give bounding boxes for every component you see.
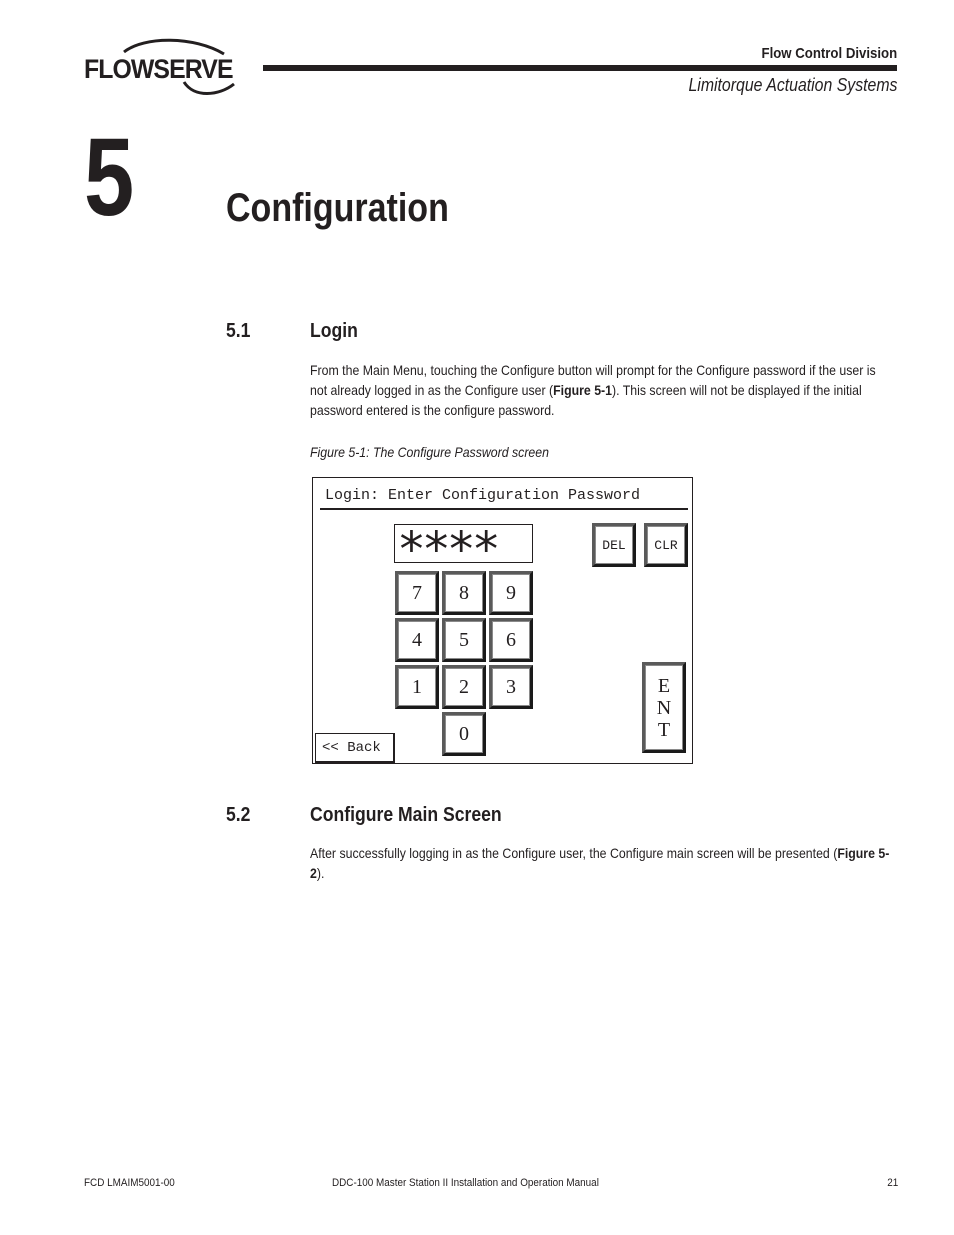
header-rule bbox=[263, 65, 897, 71]
screen-divider bbox=[320, 508, 688, 510]
section-paragraph: From the Main Menu, touching the Configure button will prompt for the Configure password if the user is not already logged in as the Configure user (Figure 5-1). This screen will not be displayed if the initial password entered is the configure password. bbox=[310, 362, 876, 418]
section-number: 5.2 bbox=[226, 804, 251, 826]
clr-button[interactable]: CLR bbox=[644, 523, 688, 567]
key-2[interactable]: 2 bbox=[442, 665, 486, 709]
chapter-title: Configuration bbox=[226, 186, 449, 230]
key-3[interactable]: 3 bbox=[489, 665, 533, 709]
key-9[interactable]: 9 bbox=[489, 571, 533, 615]
section-title: Configure Main Screen bbox=[310, 804, 502, 826]
footer-doc-code: FCD LMAIM5001-00 bbox=[84, 1177, 175, 1189]
subdivision-name: Limitorque Actuation Systems bbox=[688, 75, 897, 95]
page-number: 21 bbox=[886, 1177, 898, 1189]
key-7[interactable]: 7 bbox=[395, 571, 439, 615]
enter-button[interactable]: E N T bbox=[642, 662, 686, 753]
section-title: Login bbox=[310, 320, 358, 342]
del-button[interactable]: DEL bbox=[592, 523, 636, 567]
key-6[interactable]: 6 bbox=[489, 618, 533, 662]
key-8[interactable]: 8 bbox=[442, 571, 486, 615]
key-4[interactable]: 4 bbox=[395, 618, 439, 662]
section-number: 5.1 bbox=[226, 320, 251, 342]
key-0[interactable]: 0 bbox=[442, 712, 486, 756]
back-button[interactable]: << Back bbox=[315, 733, 395, 763]
figure-caption: Figure 5-1: The Configure Password screen bbox=[310, 444, 549, 460]
key-1[interactable]: 1 bbox=[395, 665, 439, 709]
screen-title: Login: Enter Configuration Password bbox=[325, 487, 641, 504]
figure-reference: Figure 5-2 bbox=[310, 845, 890, 881]
password-display: **** bbox=[394, 524, 533, 563]
chapter-number: 5 bbox=[84, 116, 135, 239]
key-5[interactable]: 5 bbox=[442, 618, 486, 662]
configure-password-screen bbox=[312, 477, 693, 764]
figure-reference: Figure 5-1 bbox=[553, 382, 613, 398]
logo-wordmark: FLOWSERVE bbox=[84, 54, 233, 84]
footer-manual-title: DDC-100 Master Station II Installation and Operation Manual bbox=[332, 1177, 599, 1189]
section-paragraph: After successfully logging in as the Configure user, the Configure main screen will be presented (Figure 5-2). bbox=[310, 845, 890, 881]
flowserve-logo bbox=[84, 38, 244, 100]
division-name: Flow Control Division bbox=[761, 45, 897, 62]
